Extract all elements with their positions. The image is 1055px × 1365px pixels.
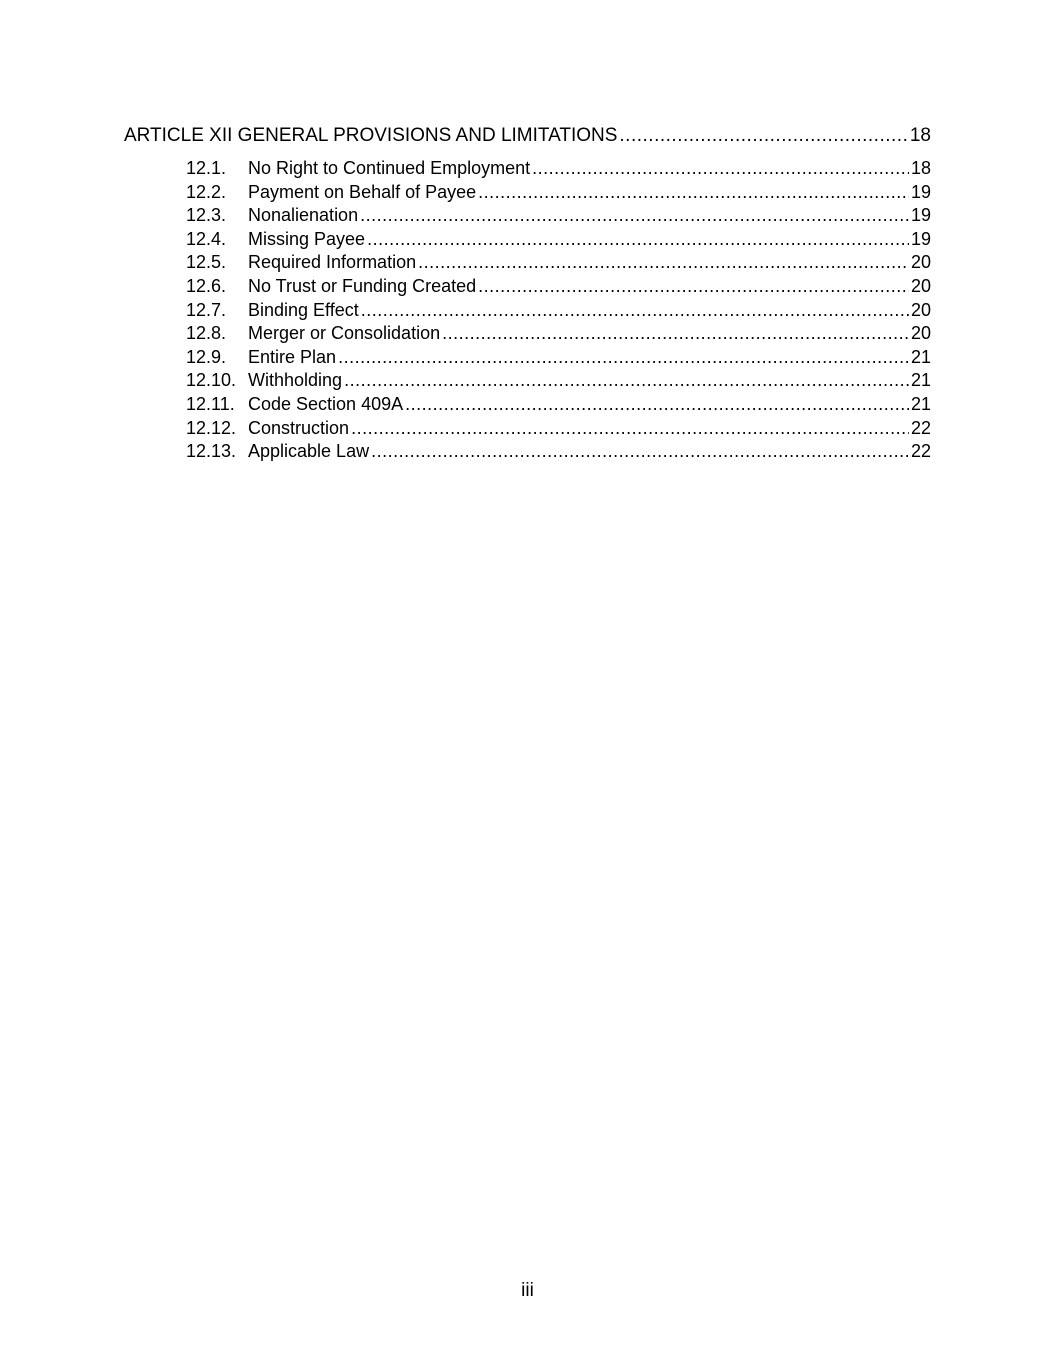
dot-leader [478, 275, 909, 299]
entry-title: Required Information [248, 252, 417, 273]
dot-leader [361, 299, 909, 323]
entry-number: 12.4. [186, 228, 227, 249]
toc-entry[interactable] [124, 228, 931, 252]
toc-entry[interactable] [124, 157, 931, 181]
entry-page-number: 21 [910, 370, 931, 391]
toc-article-row[interactable] [124, 122, 931, 150]
entry-page-number: 20 [910, 299, 931, 320]
toc-entry[interactable] [124, 275, 931, 299]
entry-page-number: 22 [910, 441, 931, 462]
entry-number: 12.8. [186, 323, 227, 344]
entry-title: Binding Effect [248, 299, 359, 320]
toc-entry[interactable] [124, 251, 931, 275]
article-page-number: 18 [909, 125, 931, 146]
toc-entries [124, 157, 931, 464]
dot-leader [418, 251, 909, 275]
entry-page-number: 20 [910, 252, 931, 273]
entry-title: Construction [248, 417, 350, 438]
toc-entry[interactable] [124, 440, 931, 464]
entry-title: Withholding [248, 370, 343, 391]
entry-page-number: 19 [910, 205, 931, 226]
entry-title: Code Section 409A [248, 393, 404, 414]
entry-page-number: 20 [910, 323, 931, 344]
entry-title: Entire Plan [248, 346, 337, 367]
entry-number: 12.7. [186, 299, 227, 320]
toc-entry[interactable] [124, 299, 931, 323]
dot-leader [367, 228, 909, 252]
entry-number: 12.1. [186, 158, 227, 178]
entry-number: 12.5. [186, 252, 227, 273]
dot-leader [371, 440, 909, 464]
toc-entry[interactable] [124, 417, 931, 441]
entry-number: 12.13. [186, 441, 237, 462]
dot-leader [351, 417, 909, 441]
entry-title: Nonalienation [248, 205, 359, 226]
entry-number: 12.10. [186, 370, 237, 391]
dot-leader [338, 346, 909, 370]
entry-number: 12.9. [186, 346, 227, 367]
entry-title: Applicable Law [248, 441, 370, 462]
entry-title: Payment on Behalf of Payee [248, 181, 477, 202]
entry-title: Merger or Consolidation [248, 323, 441, 344]
table-of-contents [124, 122, 931, 464]
toc-entry[interactable] [124, 346, 931, 370]
entry-title: No Trust or Funding Created [248, 275, 477, 296]
entry-number: 12.11. [186, 393, 235, 414]
dot-leader [442, 322, 909, 346]
entry-page-number: 21 [910, 346, 931, 367]
entry-title: No Right to Continued Employment [248, 158, 531, 178]
dot-leader [344, 369, 909, 393]
entry-number: 12.2. [186, 181, 227, 202]
entry-title: Missing Payee [248, 228, 366, 249]
toc-entry[interactable] [124, 393, 931, 417]
dot-leader [405, 393, 909, 417]
toc-entry[interactable] [124, 181, 931, 205]
dot-leader [619, 122, 907, 150]
entry-page-number: 18 [910, 158, 931, 178]
dot-leader [532, 157, 909, 181]
article-title: ARTICLE XII GENERAL PROVISIONS AND LIMITATIONS [124, 125, 618, 146]
entry-page-number: 19 [910, 228, 931, 249]
entry-number: 12.6. [186, 275, 227, 296]
entry-page-number: 20 [910, 275, 931, 296]
toc-entry[interactable] [124, 204, 931, 228]
entry-page-number: 22 [910, 417, 931, 438]
entry-number: 12.3. [186, 205, 227, 226]
entry-page-number: 19 [910, 181, 931, 202]
entry-number: 12.12. [186, 417, 237, 438]
dot-leader [360, 204, 909, 228]
toc-entry[interactable] [124, 322, 931, 346]
entry-page-number: 21 [910, 393, 931, 414]
toc-entry[interactable] [124, 369, 931, 393]
page-footer-number: iii [521, 1280, 534, 1301]
dot-leader [478, 181, 909, 205]
